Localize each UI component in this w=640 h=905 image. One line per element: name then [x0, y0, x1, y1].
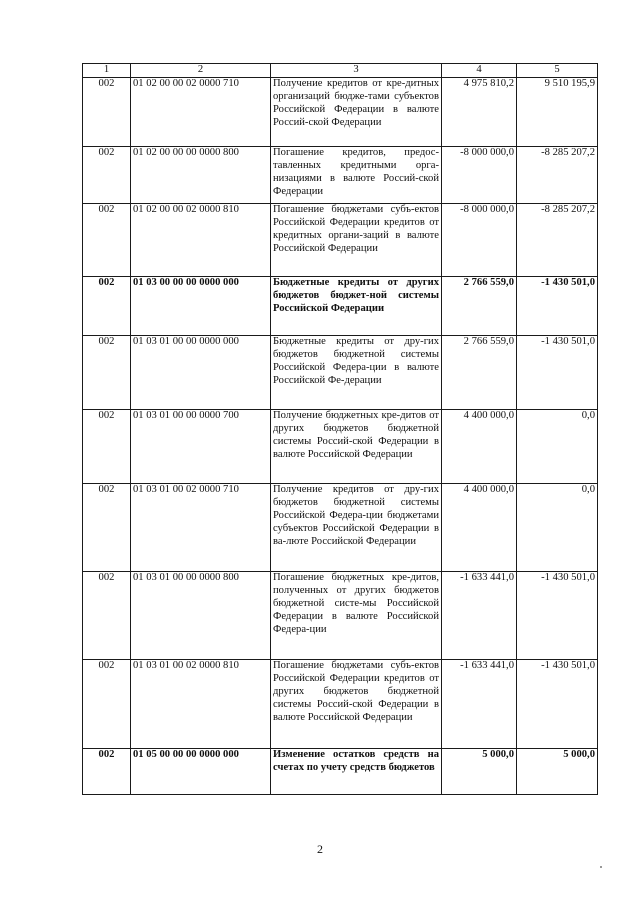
admin-code-cell: 002	[83, 204, 131, 277]
item-name-cell: Получение кредитов от кре-дитных организаций бюдже-тами субъектов Российской Федерации в валюте Россий-ской Федерации	[271, 78, 442, 147]
column-header-4: 4	[442, 64, 517, 78]
admin-code-cell: 002	[83, 147, 131, 204]
amount-year2-cell: -1 430 501,0	[517, 336, 598, 410]
item-name-cell: Получение бюджетных кре-дитов от других бюджетов бюджетной системы Россий-ской Федерации в валюте Российской Федерации	[271, 410, 442, 484]
amount-year2-cell: -1 430 501,0	[517, 277, 598, 336]
amount-year1-cell: -8 000 000,0	[442, 204, 517, 277]
table-row-subtotal	[83, 749, 598, 795]
table-row	[83, 204, 598, 277]
amount-year1-cell: 4 400 000,0	[442, 484, 517, 572]
admin-code-cell: 002	[83, 484, 131, 572]
page-number: 2	[317, 842, 323, 856]
amount-year2-cell: -1 430 501,0	[517, 660, 598, 749]
scan-speck	[600, 866, 602, 868]
amount-year2-cell: 5 000,0	[517, 749, 598, 795]
amount-year2-cell: 0,0	[517, 410, 598, 484]
amount-year1-cell: 4 975 810,2	[442, 78, 517, 147]
table-row	[83, 336, 598, 410]
amount-year2-cell: -8 285 207,2	[517, 147, 598, 204]
amount-year2-cell: -1 430 501,0	[517, 572, 598, 660]
column-header-5: 5	[517, 64, 598, 78]
item-name-cell: Погашение бюджетных кре-дитов, полученных от других бюджетов бюджетной систе-мы Российской Федерации в валюте Российской Федера-ции	[271, 572, 442, 660]
column-header-1: 1	[83, 64, 131, 78]
amount-year1-cell: -1 633 441,0	[442, 572, 517, 660]
table-row	[83, 660, 598, 749]
classification-code-cell: 01 05 00 00 00 0000 000	[131, 749, 271, 795]
budget-sources-table	[82, 63, 598, 795]
amount-year1-cell: 5 000,0	[442, 749, 517, 795]
amount-year1-cell: -1 633 441,0	[442, 660, 517, 749]
amount-year2-cell: 9 510 195,9	[517, 78, 598, 147]
classification-code-cell: 01 03 01 00 02 0000 810	[131, 660, 271, 749]
table-row-subtotal	[83, 277, 598, 336]
item-name-cell: Бюджетные кредиты от других бюджетов бюджет-ной системы Российской Федерации	[271, 277, 442, 336]
table-row	[83, 147, 598, 204]
classification-code-cell: 01 03 00 00 00 0000 000	[131, 277, 271, 336]
amount-year1-cell: -8 000 000,0	[442, 147, 517, 204]
item-name-cell: Погашение бюджетами субъ-ектов Российской Федерации кредитов от других бюджетов бюджетной системы Россий-ской Федерации в валюте Российской Федерации	[271, 660, 442, 749]
admin-code-cell: 002	[83, 660, 131, 749]
amount-year1-cell: 4 400 000,0	[442, 410, 517, 484]
column-header-2: 2	[131, 64, 271, 78]
table-row	[83, 78, 598, 147]
classification-code-cell: 01 02 00 00 02 0000 810	[131, 204, 271, 277]
column-header-3: 3	[271, 64, 442, 78]
item-name-cell: Погашение бюджетами субъ-ектов Российской Федерации кредитов от кредитных органи-заций в валюте Российской Федерации	[271, 204, 442, 277]
classification-code-cell: 01 02 00 00 00 0000 800	[131, 147, 271, 204]
classification-code-cell: 01 03 01 00 00 0000 000	[131, 336, 271, 410]
classification-code-cell: 01 02 00 00 02 0000 710	[131, 78, 271, 147]
admin-code-cell: 002	[83, 277, 131, 336]
classification-code-cell: 01 03 01 00 00 0000 700	[131, 410, 271, 484]
table-row	[83, 410, 598, 484]
item-name-cell: Бюджетные кредиты от дру-гих бюджетов бюджетной системы Российской Федера-ции в валюте Российской Фе-дерации	[271, 336, 442, 410]
table-header-row	[83, 64, 598, 78]
amount-year2-cell: -8 285 207,2	[517, 204, 598, 277]
item-name-cell: Погашение кредитов, предос-тавленных кредитными орга-низациями в валюте Россий-ской Федерации	[271, 147, 442, 204]
admin-code-cell: 002	[83, 572, 131, 660]
table-row	[83, 572, 598, 660]
admin-code-cell: 002	[83, 410, 131, 484]
classification-code-cell: 01 03 01 00 00 0000 800	[131, 572, 271, 660]
amount-year1-cell: 2 766 559,0	[442, 277, 517, 336]
item-name-cell: Получение кредитов от дру-гих бюджетов бюджетной системы Российской Федера-ции бюджетами субъектов Российской Федерации в ва-люте Российской Федерации	[271, 484, 442, 572]
table-row	[83, 484, 598, 572]
admin-code-cell: 002	[83, 336, 131, 410]
admin-code-cell: 002	[83, 749, 131, 795]
classification-code-cell: 01 03 01 00 02 0000 710	[131, 484, 271, 572]
amount-year1-cell: 2 766 559,0	[442, 336, 517, 410]
item-name-cell: Изменение остатков средств на счетах по учету средств бюджетов	[271, 749, 442, 795]
admin-code-cell: 002	[83, 78, 131, 147]
amount-year2-cell: 0,0	[517, 484, 598, 572]
